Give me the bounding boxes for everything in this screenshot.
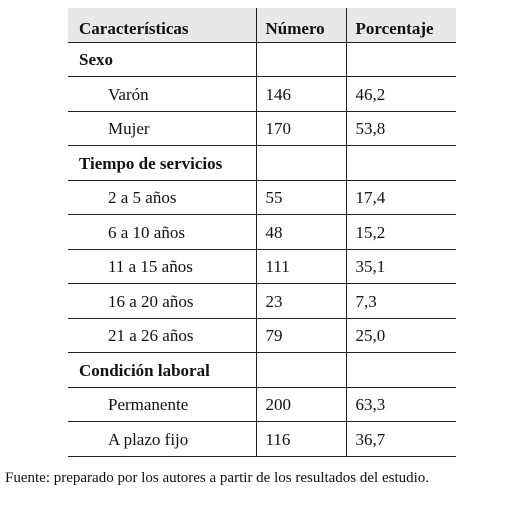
row-label: Mujer (68, 111, 256, 146)
row-number: 170 (256, 111, 346, 146)
data-table (68, 8, 456, 457)
row-percent: 25,0 (346, 318, 456, 353)
column-header-porcentaje: Porcentaje (346, 8, 456, 42)
table-row (68, 215, 456, 250)
row-number: 200 (256, 387, 346, 422)
row-number: 79 (256, 318, 346, 353)
row-percent: 15,2 (346, 215, 456, 250)
row-number: 146 (256, 77, 346, 112)
row-label: 2 a 5 años (68, 180, 256, 215)
section-title: Condición laboral (68, 353, 256, 388)
row-percent: 46,2 (346, 77, 456, 112)
table-row (68, 318, 456, 353)
row-percent: 7,3 (346, 284, 456, 319)
row-number: 111 (256, 249, 346, 284)
table-row (68, 284, 456, 319)
row-number: 48 (256, 215, 346, 250)
row-label: Varón (68, 77, 256, 112)
row-percent: 35,1 (346, 249, 456, 284)
row-number: 116 (256, 422, 346, 457)
row-label: 11 a 15 años (68, 249, 256, 284)
section-title: Sexo (68, 42, 256, 77)
row-percent: 17,4 (346, 180, 456, 215)
empty-cell (346, 353, 456, 388)
section-row (68, 353, 456, 388)
table-row (68, 77, 456, 112)
row-percent: 36,7 (346, 422, 456, 457)
source-note: Fuente: preparado por los autores a partir de los resultados del estudio. (5, 470, 430, 486)
empty-cell (256, 146, 346, 181)
empty-cell (256, 353, 346, 388)
section-row (68, 42, 456, 77)
row-label: 6 a 10 años (68, 215, 256, 250)
table-row (68, 180, 456, 215)
table-row (68, 249, 456, 284)
section-title: Tiempo de servicios (68, 146, 256, 181)
row-number: 55 (256, 180, 346, 215)
empty-cell (346, 42, 456, 77)
section-row (68, 146, 456, 181)
table-body (68, 42, 456, 456)
table-row (68, 111, 456, 146)
row-number: 23 (256, 284, 346, 319)
empty-cell (346, 146, 456, 181)
row-label: Permanente (68, 387, 256, 422)
row-label: 21 a 26 años (68, 318, 256, 353)
row-percent: 63,3 (346, 387, 456, 422)
header-row (68, 8, 456, 42)
row-label: 16 a 20 años (68, 284, 256, 319)
row-label: A plazo fijo (68, 422, 256, 457)
table-row (68, 422, 456, 457)
row-percent: 53,8 (346, 111, 456, 146)
table-row (68, 387, 456, 422)
empty-cell (256, 42, 346, 77)
column-header-numero: Número (256, 8, 346, 42)
column-header-caracteristicas: Características (68, 8, 256, 42)
